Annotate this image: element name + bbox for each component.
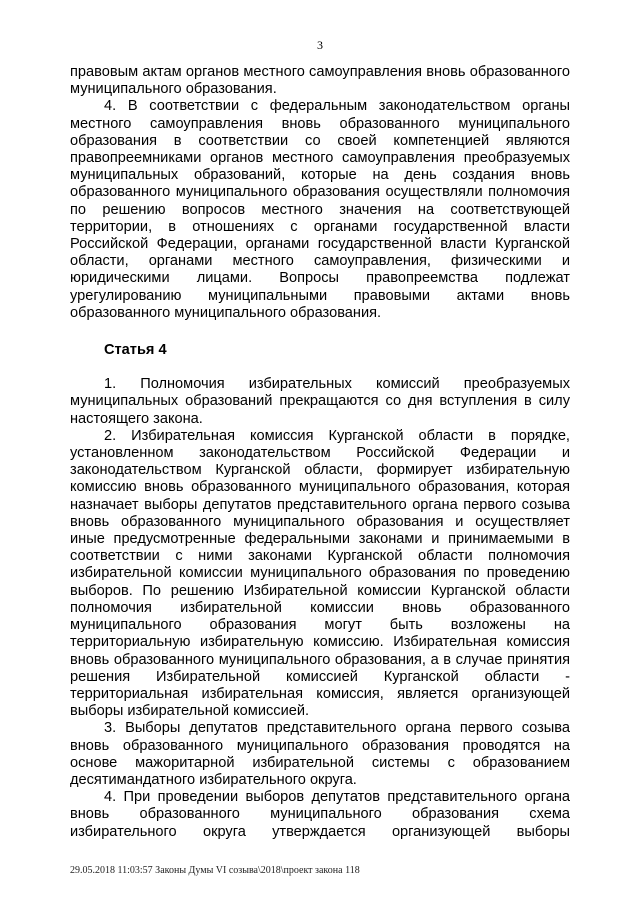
article4-paragraph-4: 4. При проведении выборов депутатов представительного органа вновь образованного муниципального образования схема избирательного округа утверждается организующей выборы <box>70 789 570 840</box>
paragraph-4-succession: 4. В соответствии с федеральным законодательством органы местного самоуправления вновь образованного муниципального образования в соответствии со своей компетенцией являются правопреемниками органов местного самоуправления преобразуемых муниципальных образований, которые на день создания вновь образованного муниципального образования осуществляли полномочия по решению вопросов местного значения на соответствующей территории, в отношениях с органами государственной власти Российской Федерации, органами государственной власти Курганской области, органами местного самоуправления, физическими и юридическими лицами. Вопросы правопреемства подлежат урегулированию муниципальными правовыми актами вновь образованного муниципального образования. <box>70 98 570 321</box>
document-footer: 29.05.2018 11:03:57 Законы Думы VI созыва\2018\проект закона 118 <box>70 865 360 876</box>
article4-paragraph-2: 2. Избирательная комиссия Курганской области в порядке, установленном законодательством Российской Федерации и законодательством Курганской области, формирует избирательную комиссию вновь образованного муниципального образования, которая назначает выборы депутатов представительного органа первого созыва вновь образованного муниципального образования и осуществляет иные предусмотренные федеральными законами и принимаемыми в соответствии с ними законами Курганской области полномочия избирательной комиссии муниципального образования по проведению выборов. По решению Избирательной комиссии Курганской области полномочия избирательной комиссии вновь образованного муниципального образования могут быть возложены на территориальную избирательную комиссию. Избирательная комиссия вновь образованного муниципального образования, а в случае принятия решения Избирательной комиссией Курганской области - территориальная избирательная комиссия, является организующей выборы избирательной комиссией. <box>70 427 570 720</box>
paragraph-continuation: правовым актам органов местного самоуправления вновь образованного муниципального образования. <box>70 64 570 98</box>
article4-paragraph-1: 1. Полномочия избирательных комиссий преобразуемых муниципальных образований прекращаются со дня вступления в силу настоящего закона. <box>70 376 570 427</box>
document-body <box>70 64 570 841</box>
page-number: 3 <box>317 38 323 52</box>
article-heading: Статья 4 <box>104 342 167 359</box>
article4-paragraph-3: 3. Выборы депутатов представительного органа первого созыва вновь образованного муниципального образования проводятся на основе мажоритарной избирательной системы с образованием десятимандатного избирательного округа. <box>70 720 570 788</box>
